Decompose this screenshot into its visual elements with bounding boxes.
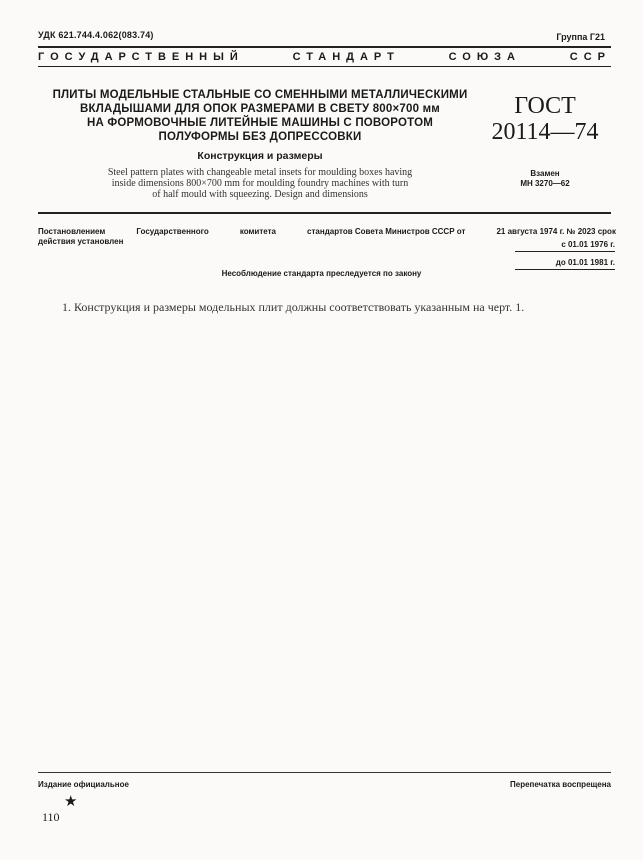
decree-line-2: действия установлен [38,237,124,246]
replaces-label: Взамен [530,169,560,178]
decree-word: 21 августа 1974 г. № 2023 срок [496,227,616,236]
date-from: с 01.01 1976 г. [515,239,615,252]
subtitle-ru: Конструкция и размеры [197,150,323,162]
title-ru-line: ПОЛУФОРМЫ БЕЗ ДОПРЕССОВКИ [158,131,362,143]
title-en-line: of half mould with squeezing. Design and dimensions [152,189,368,200]
title-en-line: Steel pattern plates with changeable metal insets for moulding boxes having [107,167,413,178]
reprint-prohibited-label: Перепечатка воспрещена [510,780,611,789]
footer-divider [38,772,611,773]
udk-code: УДК 621.744.4.062(083.74) [38,30,154,40]
title-ru-line: ПЛИТЫ МОДЕЛЬНЫЕ СТАЛЬНЫЕ СО СМЕННЫМИ МЕТАЛЛИЧЕСКИМИ [52,89,468,101]
gost-label: ГОСТ [514,93,576,119]
group-code: Группа Г21 [556,32,605,42]
decree-word: стандартов Совета Министров СССР от [307,227,466,236]
gost-number: 20114—74 [491,119,599,145]
title-en-line: inside dimensions 800×700 mm for moulding foundry machines with turn [111,178,409,189]
banner-word: ГОСУДАРСТВЕННЫЙ [38,51,244,63]
validity-dates [515,239,615,270]
page-number: 110 [42,810,60,824]
title-ru-line: ВКЛАДЫШАМИ ДЛЯ ОПОК РАЗМЕРАМИ В СВЕТУ 800×700 мм [79,103,441,115]
title-ru [50,88,470,144]
paragraph-1: 1. Конструкция и размеры модельных плит должны соответствовать указанным на черт. 1. [62,300,525,314]
date-to: до 01.01 1981 г. [515,257,615,270]
decree-line [38,227,616,237]
state-standard-banner [38,46,611,67]
banner-word: СТАНДАРТ [292,51,400,63]
decree-word: комитета [239,227,276,236]
gost-designation [480,93,610,145]
star-icon: ★ [64,793,78,810]
banner-word: СОЮЗА [448,51,521,63]
replaces-value: МН 3270—62 [520,179,570,188]
title-en [50,167,470,200]
banner-word: ССР [569,51,611,63]
law-notice: Несоблюдение стандарта преследуется по закону [221,269,422,278]
decree-word: Государственного [136,227,209,236]
replaces-block [500,169,590,189]
title-ru-line: НА ФОРМОВОЧНЫЕ ЛИТЕЙНЫЕ МАШИНЫ С ПОВОРОТОМ [86,117,434,129]
decree-word: Постановлением [38,227,106,236]
header-divider [38,212,611,214]
official-edition-label: Издание официальное [38,780,129,789]
title-block [50,88,470,200]
